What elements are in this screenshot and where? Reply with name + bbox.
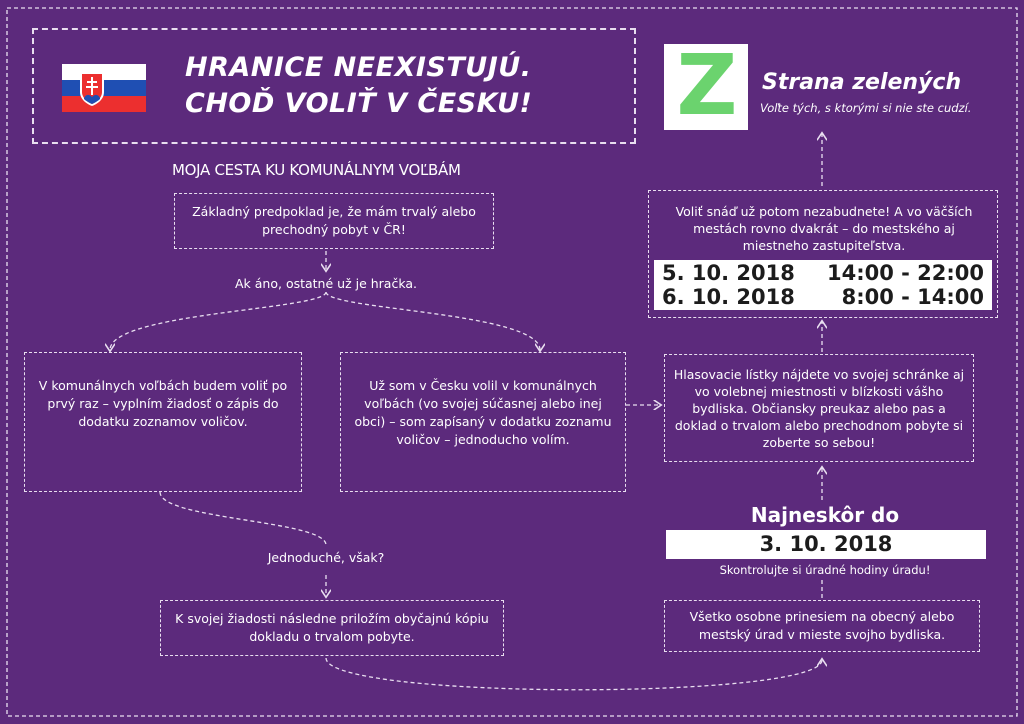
day2-time: 8:00 - 14:00 (841, 285, 984, 309)
ballots-box (664, 354, 974, 462)
arrow-first-to-simple (160, 492, 326, 545)
submit-office-text: Všetko osobne prinesiem na obecný alebo mestský úrad v mieste svojho bydliska. (689, 609, 955, 642)
election-dates-band (654, 260, 992, 310)
attach-copy-text: K svojej žiadosti následne priložím obyčajnú kópiu dokladu o trvalom pobyte. (175, 611, 489, 644)
first-time-box (24, 352, 302, 492)
flow-title: MOJA CESTA KU KOMUNÁLNYM VOĽBÁM (172, 161, 461, 179)
submit-office-box (664, 600, 980, 652)
attach-copy-box (160, 600, 504, 656)
slovak-flag-icon (62, 64, 146, 112)
check-hours-text: Skontrolujte si úradné hodiny úradu! (719, 563, 931, 577)
simple-text: Jednoduché, však? (267, 550, 385, 565)
premise-box (174, 193, 494, 249)
ballots-text: Hlasovacie lístky nájdete vo svojej schránke aj vo volebnej miestnosti v blízkosti vášho bydliska. Občiansky preukaz alebo pas a doklad o trvalom alebo prechodnom pobyte si zoberte so sebou! (673, 366, 965, 450)
if-yes-text: Ak áno, ostatné už je hračka. (235, 276, 417, 291)
arrow-attach-to-office (326, 658, 822, 690)
party-logo-letter: Z (676, 36, 738, 134)
headline-line-2: CHOĎ VOLIŤ V ČESKU! (185, 88, 533, 119)
party-logo (664, 36, 748, 134)
premise-text: Základný predpoklad je, že mám trvalý alebo prechodný pobyt v ČR! (192, 204, 476, 237)
party-name: Strana zelených (762, 70, 962, 95)
headline-line-1: HRANICE NEEXISTUJÚ. (185, 52, 532, 83)
arrow-to-first-time (110, 292, 326, 350)
party-slogan: Voľte tých, s ktorými si nie ste cudzí. (760, 101, 972, 115)
day2-date: 6. 10. 2018 (662, 285, 795, 309)
reminder-text: Voliť snáď už potom nezabudnete! A vo väčších mestách rovno dvakrát – do mestského aj miestneho zastupiteľstva. (675, 204, 973, 253)
deadline-label: Najneskôr do (750, 503, 900, 527)
arrow-to-already-voted (326, 292, 540, 350)
day1-date: 5. 10. 2018 (662, 261, 795, 285)
already-voted-text: Už som v Česku volil v komunálnych voľbách (vo svojej súčasnej alebo inej obci) – som zapísaný v dodatku zoznamu voličov – jednoducho volím. (354, 378, 612, 447)
already-voted-box (340, 352, 626, 492)
day1-time: 14:00 - 22:00 (826, 261, 984, 285)
deadline-date: 3. 10. 2018 (666, 530, 986, 559)
first-time-text: V komunálnych voľbách budem voliť po prvý raz – vyplním žiadosť o zápis do dodatku zoznamov voličov. (38, 378, 288, 429)
